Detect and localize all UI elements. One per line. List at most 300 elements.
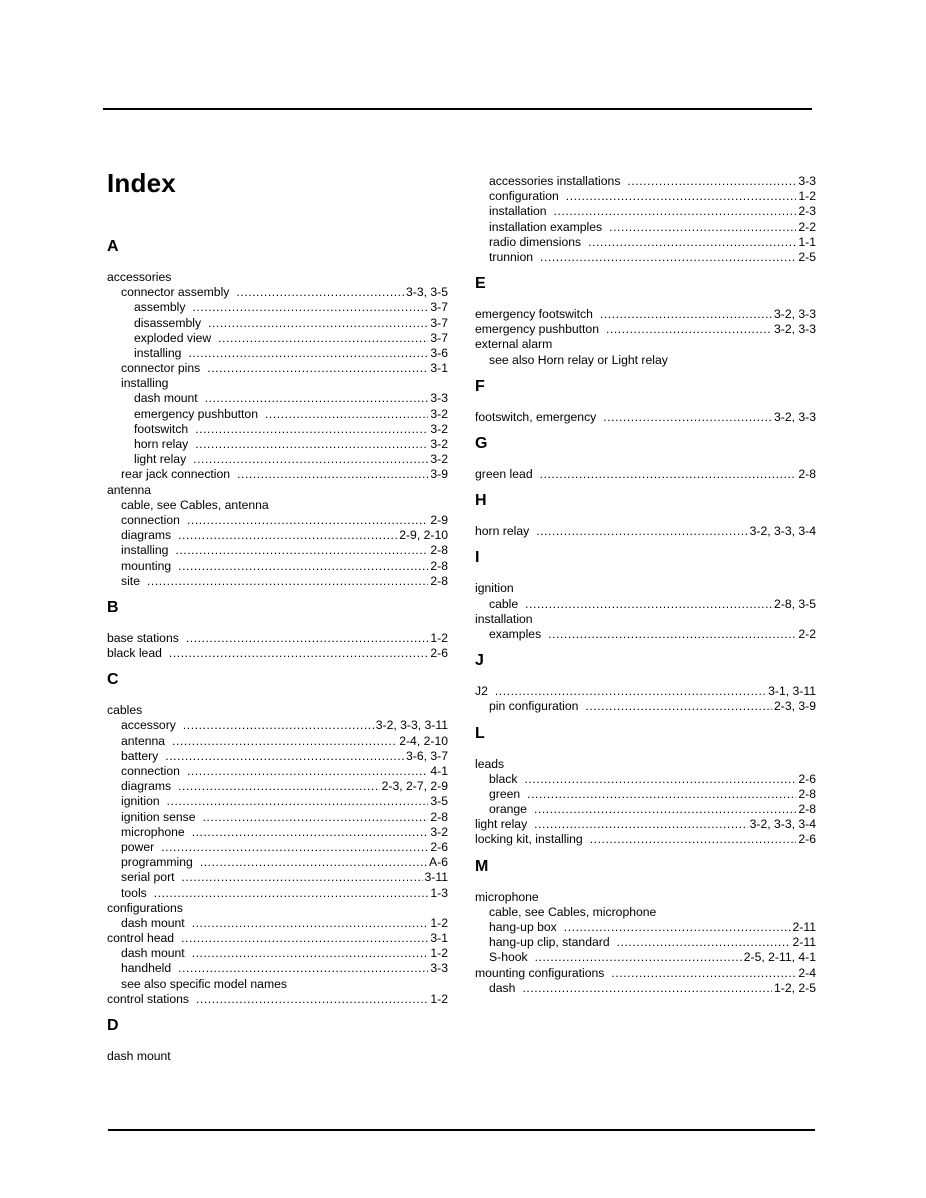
index-entry	[107, 361, 448, 376]
entry-term: disassembly	[134, 315, 202, 330]
entry-term: hang-up box	[489, 920, 557, 935]
dot-leader	[208, 316, 428, 331]
entry-pages: 2-3	[798, 204, 816, 219]
dot-leader	[536, 524, 747, 539]
entry-term: tools	[121, 885, 147, 900]
entry-term: light relay	[475, 817, 528, 832]
entry-pages: 3-2	[430, 437, 448, 452]
index-entry	[107, 779, 448, 794]
dot-leader	[203, 810, 429, 825]
index-entry	[107, 513, 448, 528]
entry-term: handheld	[121, 961, 172, 976]
section-letter: C	[107, 671, 119, 689]
dot-leader	[167, 794, 429, 809]
entry-pages: 2-9	[430, 512, 448, 527]
entry-pages: 2-6	[430, 839, 448, 854]
index-entry	[475, 410, 816, 425]
entry-term: control head	[107, 931, 175, 946]
index-entry	[107, 794, 448, 809]
dot-leader	[548, 627, 796, 642]
entry-pages: 3-3	[430, 391, 448, 406]
entry-term: external alarm	[475, 337, 553, 352]
index-entry	[107, 300, 448, 315]
section-spacer	[475, 453, 816, 467]
entry-term: black lead	[107, 646, 162, 661]
section-spacer	[475, 670, 816, 684]
dot-leader	[534, 817, 747, 832]
entry-pages: 3-3	[430, 961, 448, 976]
index-entry	[475, 684, 816, 699]
section-spacer	[107, 1007, 448, 1017]
dot-leader	[186, 631, 429, 646]
entry-term: microphone	[475, 889, 539, 904]
section-spacer	[475, 715, 816, 725]
entry-pages: 1-2	[430, 991, 448, 1006]
entry-pages: 3-6, 3-7	[405, 748, 448, 763]
entry-pages: 3-2, 3-3, 3-11	[375, 718, 448, 733]
entry-term: pin configuration	[489, 699, 579, 714]
section-spacer	[475, 567, 816, 581]
entry-term: battery	[121, 748, 159, 763]
section-spacer	[475, 743, 816, 757]
index-entry	[107, 574, 448, 589]
entry-pages: 1-2	[798, 189, 816, 204]
entry-pages: 2-8	[798, 467, 816, 482]
index-entry	[107, 886, 448, 901]
entry-term: site	[121, 573, 140, 588]
entry-pages: 3-2, 3-3	[773, 307, 816, 322]
dot-leader	[237, 467, 428, 482]
entry-term: programming	[121, 855, 193, 870]
entry-pages: 2-8, 3-5	[773, 596, 816, 611]
dot-leader	[183, 718, 374, 733]
entry-pages: 1-2	[430, 630, 448, 645]
entry-pages: 3-7	[430, 300, 448, 315]
entry-pages: 2-6	[798, 771, 816, 786]
index-entry	[475, 338, 816, 353]
section-spacer	[475, 368, 816, 378]
section-spacer	[107, 589, 448, 599]
dot-leader	[192, 946, 429, 961]
index-entry	[107, 703, 448, 718]
entry-pages: 3-3, 3-5	[405, 285, 448, 300]
entry-term: rear jack connection	[121, 467, 231, 482]
dot-leader	[600, 307, 772, 322]
index-section-j	[475, 642, 816, 714]
entry-term: connection	[121, 764, 180, 779]
index-entry	[107, 749, 448, 764]
section-spacer	[475, 642, 816, 652]
entry-term: diagrams	[121, 528, 172, 543]
entry-term: installing	[121, 543, 169, 558]
index-entry	[475, 905, 816, 920]
entry-term: locking kit, installing	[475, 832, 583, 847]
index-entry	[475, 772, 816, 787]
dot-leader	[182, 870, 423, 885]
section-letter: L	[475, 724, 485, 742]
entry-pages: 2-8	[430, 809, 448, 824]
entry-pages: 2-2	[798, 219, 816, 234]
entry-pages: 2-5, 2-11, 4-1	[743, 950, 816, 965]
entry-pages: 3-2, 3-3, 3-4	[749, 817, 816, 832]
index-entry	[107, 346, 448, 361]
entry-term: orange	[489, 802, 527, 817]
index-entry	[475, 220, 816, 235]
entry-pages: 3-1, 3-11	[768, 684, 816, 699]
entry-term: horn relay	[134, 437, 189, 452]
entry-term: ignition	[475, 581, 514, 596]
entry-pages: 2-8	[798, 786, 816, 801]
section-spacer	[475, 425, 816, 435]
entry-pages: 3-3	[798, 173, 816, 188]
index-entry	[107, 528, 448, 543]
index-section-c	[107, 661, 448, 1007]
index-entry	[107, 916, 448, 931]
section-letter: H	[475, 492, 487, 510]
entry-term: dash	[489, 980, 516, 995]
index-entry	[107, 392, 448, 407]
entry-pages: 2-11	[792, 935, 816, 950]
entry-pages: 1-2	[430, 915, 448, 930]
index-entry	[107, 840, 448, 855]
index-entry	[107, 285, 448, 300]
dot-leader	[196, 992, 428, 1007]
entry-pages: 2-11	[792, 920, 816, 935]
index-entry	[107, 467, 448, 482]
section-spacer	[475, 848, 816, 858]
entry-term: ignition	[121, 794, 160, 809]
dot-leader	[554, 204, 797, 219]
entry-term: dash mount	[107, 1049, 171, 1064]
entry-term: cable, see Cables, microphone	[489, 904, 657, 919]
index-entry	[107, 376, 448, 391]
entry-pages: 2-8	[430, 573, 448, 588]
index-section-e	[475, 265, 816, 368]
entry-term: installing	[121, 376, 169, 391]
section-spacer	[107, 228, 448, 238]
entry-term: dash mount	[134, 391, 198, 406]
index-entry	[475, 581, 816, 596]
dot-leader	[193, 452, 428, 467]
entry-term: serial port	[121, 870, 175, 885]
section-spacer	[475, 876, 816, 890]
index-section-h	[475, 482, 816, 539]
index-entry	[475, 597, 816, 612]
entry-pages: 2-8	[430, 558, 448, 573]
index-entry	[475, 353, 816, 368]
index-entry	[475, 787, 816, 802]
index-entry	[107, 422, 448, 437]
index-section-a	[107, 228, 448, 589]
dot-leader	[175, 543, 428, 558]
entry-pages: 3-2	[430, 824, 448, 839]
index-entry	[475, 322, 816, 337]
section-spacer	[475, 510, 816, 524]
dot-leader	[611, 966, 796, 981]
section-spacer	[475, 265, 816, 275]
index-entry	[475, 981, 816, 996]
section-letter: M	[475, 857, 489, 875]
section-letter: E	[475, 275, 486, 293]
entry-term: installing	[134, 345, 182, 360]
entry-term: connector pins	[121, 361, 201, 376]
index-section-b	[107, 589, 448, 661]
dot-leader	[178, 779, 379, 794]
index-entry	[475, 802, 816, 817]
index-entry	[475, 204, 816, 219]
section-spacer	[475, 539, 816, 549]
index-entry	[107, 483, 448, 498]
entry-term: light relay	[134, 452, 187, 467]
entry-term: accessory	[121, 718, 176, 733]
index-entry	[107, 543, 448, 558]
entry-term: antenna	[107, 482, 152, 497]
entry-pages: 2-6	[430, 646, 448, 661]
entry-term: accessories	[107, 269, 172, 284]
dot-leader	[192, 300, 428, 315]
entry-term: horn relay	[475, 524, 530, 539]
index-entry	[475, 966, 816, 981]
section-spacer	[475, 396, 816, 410]
dot-leader	[535, 950, 742, 965]
index-entry	[107, 270, 448, 285]
entry-pages: 2-3, 3-9	[773, 699, 816, 714]
entry-term: installation	[475, 611, 533, 626]
index-section-m	[475, 848, 816, 996]
entry-term: cable	[489, 596, 519, 611]
entry-term: assembly	[134, 300, 186, 315]
entry-pages: 3-2	[430, 406, 448, 421]
dot-leader	[178, 961, 428, 976]
section-spacer	[107, 689, 448, 703]
dot-leader	[236, 285, 404, 300]
index-entry	[475, 920, 816, 935]
index-section-continued	[475, 174, 816, 265]
entry-pages: A-6	[429, 855, 448, 870]
entry-pages: 3-7	[430, 315, 448, 330]
dot-leader	[527, 787, 796, 802]
entry-term: control stations	[107, 991, 189, 1006]
entry-term: footswitch	[134, 421, 189, 436]
entry-pages: 3-2, 3-3	[773, 322, 816, 337]
section-letter: F	[475, 377, 485, 395]
index-entry	[107, 734, 448, 749]
index-entry	[475, 467, 816, 482]
entry-term: connection	[121, 512, 180, 527]
top-rule	[103, 108, 812, 110]
entry-term: diagrams	[121, 779, 172, 794]
index-entry	[475, 307, 816, 322]
index-section-g	[475, 425, 816, 482]
dot-leader	[169, 646, 428, 661]
entry-term: accessories installations	[489, 173, 621, 188]
index-column-right	[475, 174, 816, 996]
entry-term: connector assembly	[121, 285, 230, 300]
entry-term: mounting configurations	[475, 965, 605, 980]
entry-term: base stations	[107, 630, 179, 645]
dot-leader	[192, 825, 429, 840]
entry-pages: 3-2	[430, 452, 448, 467]
index-section-d	[107, 1007, 448, 1064]
entry-term: footswitch, emergency	[475, 409, 597, 424]
entry-pages: 3-2	[430, 421, 448, 436]
dot-leader	[603, 410, 772, 425]
entry-term: cables	[107, 703, 143, 718]
entry-pages: 3-6	[430, 345, 448, 360]
entry-pages: 3-5	[430, 794, 448, 809]
index-column-left	[107, 228, 448, 1064]
dot-leader	[161, 840, 428, 855]
section-letter: J	[475, 652, 484, 670]
dot-leader	[205, 391, 429, 406]
index-entry	[475, 250, 816, 265]
entry-term: examples	[489, 626, 542, 641]
index-entry	[107, 437, 448, 452]
index-entry	[107, 407, 448, 422]
index-entry	[475, 833, 816, 848]
index-entry	[475, 174, 816, 189]
index-entry	[107, 977, 448, 992]
entry-term: black	[489, 771, 518, 786]
entry-pages: 4-1	[430, 764, 448, 779]
section-spacer	[475, 293, 816, 307]
index-entry	[475, 950, 816, 965]
section-letter: A	[107, 238, 119, 255]
dot-leader	[525, 597, 772, 612]
dot-leader	[188, 346, 428, 361]
entry-term: configuration	[489, 189, 559, 204]
dot-leader	[265, 407, 428, 422]
dot-leader	[524, 772, 796, 787]
dot-leader	[200, 855, 427, 870]
entry-pages: 2-9, 2-10	[399, 528, 448, 543]
dot-leader	[154, 886, 429, 901]
dot-leader	[540, 467, 797, 482]
index-entry	[475, 699, 816, 714]
entry-term: ignition sense	[121, 809, 196, 824]
entry-pages: 2-6	[798, 832, 816, 847]
entry-term: installation examples	[489, 219, 603, 234]
dot-leader	[590, 832, 797, 847]
dot-leader	[181, 931, 428, 946]
entry-term: emergency pushbutton	[134, 406, 258, 421]
index-entry	[107, 962, 448, 977]
entry-pages: 1-2, 2-5	[773, 980, 816, 995]
index-entry	[475, 612, 816, 627]
dot-leader	[178, 528, 397, 543]
index-entry	[475, 935, 816, 950]
entry-term: leads	[475, 756, 505, 771]
index-entry	[107, 810, 448, 825]
section-spacer	[107, 1035, 448, 1049]
section-letter: G	[475, 435, 488, 453]
entry-pages: 3-7	[430, 330, 448, 345]
entry-term: microphone	[121, 824, 185, 839]
index-section-f	[475, 368, 816, 425]
index-entry	[107, 452, 448, 467]
dot-leader	[609, 220, 796, 235]
dot-leader	[585, 699, 772, 714]
entry-pages: 2-2	[798, 626, 816, 641]
entry-term: green	[489, 786, 521, 801]
entry-term: see also Horn relay or Light relay	[489, 352, 668, 367]
entry-pages: 2-4, 2-10	[399, 733, 448, 748]
entry-term: mounting	[121, 558, 172, 573]
dot-leader	[187, 513, 428, 528]
section-spacer	[475, 482, 816, 492]
index-entry	[475, 524, 816, 539]
entry-term: see also specific model names	[121, 976, 287, 991]
entry-term: emergency pushbutton	[475, 322, 599, 337]
entry-term: cable, see Cables, antenna	[121, 497, 269, 512]
index-entry	[107, 870, 448, 885]
entry-term: S-hook	[489, 950, 528, 965]
entry-pages: 3-2, 3-3, 3-4	[749, 524, 816, 539]
index-entry	[107, 764, 448, 779]
index-entry	[107, 646, 448, 661]
entry-pages: 2-5	[798, 249, 816, 264]
dot-leader	[207, 361, 428, 376]
entry-term: emergency footswitch	[475, 307, 593, 322]
page-title: Index	[107, 168, 176, 198]
dot-leader	[540, 250, 796, 265]
entry-term: trunnion	[489, 249, 534, 264]
entry-pages: 3-2, 3-3	[773, 409, 816, 424]
section-spacer	[107, 617, 448, 631]
dot-leader	[187, 764, 428, 779]
index-entry	[107, 901, 448, 916]
entry-pages: 3-11	[424, 870, 448, 885]
dot-leader	[165, 749, 404, 764]
index-entry	[475, 189, 816, 204]
dot-leader	[606, 322, 772, 337]
section-spacer	[107, 661, 448, 671]
dot-leader	[534, 802, 796, 817]
dot-leader	[195, 437, 428, 452]
entry-pages: 1-3	[430, 885, 448, 900]
index-section-i	[475, 539, 816, 642]
entry-term: exploded view	[134, 330, 212, 345]
dot-leader	[627, 174, 796, 189]
dot-leader	[617, 935, 791, 950]
dot-leader	[195, 422, 428, 437]
dot-leader	[192, 916, 429, 931]
dot-leader	[522, 981, 772, 996]
entry-term: dash mount	[121, 946, 185, 961]
entry-term: configurations	[107, 900, 183, 915]
index-entry	[475, 890, 816, 905]
entry-pages: 2-8	[798, 802, 816, 817]
entry-term: antenna	[121, 733, 166, 748]
dot-leader	[178, 559, 428, 574]
entry-term: green lead	[475, 467, 533, 482]
entry-pages: 2-4	[798, 965, 816, 980]
index-entry	[475, 757, 816, 772]
index-entry	[107, 498, 448, 513]
entry-term: radio dimensions	[489, 234, 582, 249]
dot-leader	[564, 920, 791, 935]
entry-term: J2	[475, 684, 488, 699]
dot-leader	[566, 189, 797, 204]
section-letter: B	[107, 598, 119, 616]
index-entry	[107, 331, 448, 346]
dot-leader	[588, 235, 796, 250]
index-entry	[107, 825, 448, 840]
entry-pages: 3-1	[430, 931, 448, 946]
index-section-l	[475, 715, 816, 848]
index-entry	[107, 1049, 448, 1064]
index-entry	[107, 855, 448, 870]
